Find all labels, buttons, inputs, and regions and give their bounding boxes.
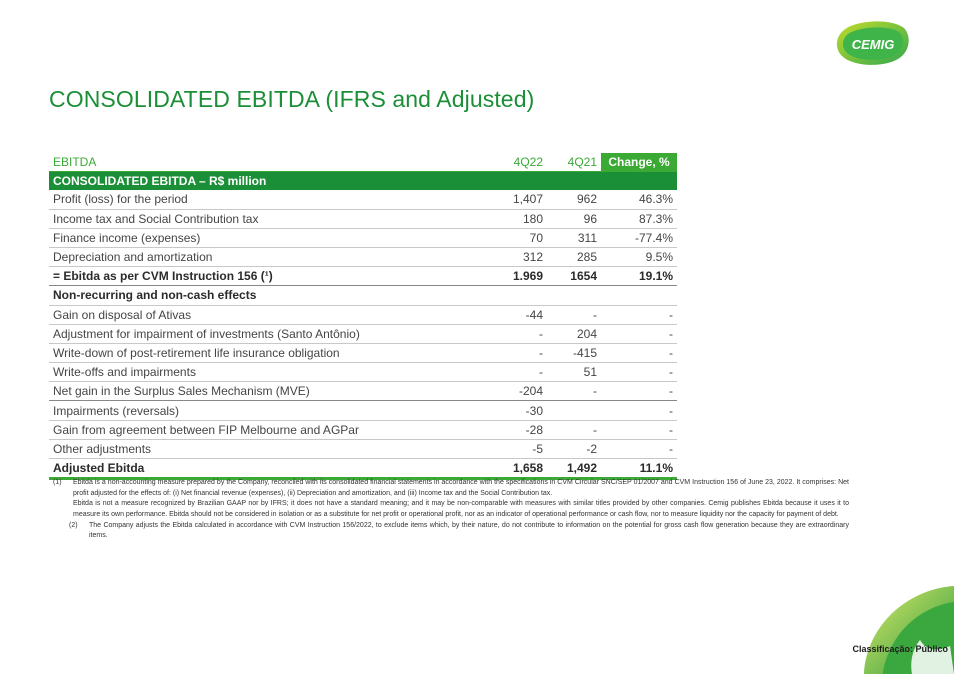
- row-label: Adjusted Ebitda: [49, 459, 493, 479]
- table-row: [49, 343, 677, 362]
- table-row: [49, 324, 677, 343]
- row-4q21-value: 96: [547, 209, 601, 228]
- table-row: [49, 286, 677, 305]
- row-change-value: -: [601, 343, 677, 362]
- table-header-row: [49, 153, 677, 172]
- table-row: [49, 209, 677, 228]
- row-change-value: [601, 286, 677, 305]
- table-row: [49, 459, 677, 479]
- row-change-value: 9.5%: [601, 247, 677, 266]
- row-4q21-value: 962: [547, 190, 601, 209]
- classification-label: Classificação: Público: [852, 644, 948, 654]
- row-4q22-value: -204: [493, 382, 547, 401]
- table-row: [49, 382, 677, 401]
- row-label: Other adjustments: [49, 439, 493, 458]
- header-4q21: 4Q21: [547, 153, 601, 172]
- row-4q22-value: -44: [493, 305, 547, 324]
- header-4q22: 4Q22: [493, 153, 547, 172]
- row-4q22-value: 70: [493, 228, 547, 247]
- row-4q22-value: -30: [493, 401, 547, 420]
- row-4q21-value: 1654: [547, 267, 601, 286]
- table-row: [49, 267, 677, 286]
- row-4q22-value: 180: [493, 209, 547, 228]
- row-label: Profit (loss) for the period: [49, 190, 493, 209]
- row-label: Income tax and Social Contribution tax: [49, 209, 493, 228]
- row-4q22-value: 1,658: [493, 459, 547, 479]
- footnote-1-marker: (1): [53, 479, 62, 486]
- table-row: [49, 305, 677, 324]
- row-4q21-value: [547, 286, 601, 305]
- row-4q22-value: 1.969: [493, 267, 547, 286]
- row-change-value: -: [601, 401, 677, 420]
- table-row: [49, 247, 677, 266]
- row-4q22-value: -: [493, 363, 547, 382]
- page-title: CONSOLIDATED EBITDA (IFRS and Adjusted): [49, 86, 535, 112]
- footnote-2-text: The Company adjusts the Ebitda calculated in accordance with CVM Instruction 156/2022, to exclude items which, by their nature, do not contribute to information on the potential for gross cash flow generation because they are extraordinary items.: [89, 521, 849, 539]
- row-label: Write-offs and impairments: [49, 363, 493, 382]
- row-label: Gain from agreement between FIP Melbourne and AGPar: [49, 420, 493, 439]
- row-label: Impairments (reversals): [49, 401, 493, 420]
- footnotes: [53, 478, 849, 542]
- row-change-value: -: [601, 420, 677, 439]
- section-title-row: [49, 172, 677, 191]
- row-4q21-value: -: [547, 382, 601, 401]
- footnote-1-text: Ebitda is a non-accounting measure prepared by the Company, reconciled with its consolidated financial statements in accordance with the specifications in CVM Circular SNC/SEP 01/2007 and CVM Instruction 156 of June 23, 2022. It comprises: Net profit adjusted for the effects of: (i) Net financial revenue (expenses), (ii) Depreciation and amortization, and (iii) Income tax and the Social Contribution tax.: [73, 479, 849, 497]
- table-row: [49, 228, 677, 247]
- row-4q22-value: [493, 286, 547, 305]
- cemig-logo: [836, 20, 910, 66]
- table-row: [49, 439, 677, 458]
- row-change-value: -: [601, 439, 677, 458]
- ebitda-table: [49, 153, 677, 480]
- row-4q21-value: -415: [547, 343, 601, 362]
- row-change-value: 19.1%: [601, 267, 677, 286]
- row-4q21-value: [547, 401, 601, 420]
- row-change-value: -77.4%: [601, 228, 677, 247]
- row-4q22-value: -: [493, 343, 547, 362]
- header-label: EBITDA: [49, 153, 493, 172]
- row-4q22-value: 312: [493, 247, 547, 266]
- row-change-value: -: [601, 363, 677, 382]
- header-change: Change, %: [601, 153, 677, 172]
- footnote-2-marker: (2): [69, 521, 78, 529]
- row-label: = Ebitda as per CVM Instruction 156 (¹): [49, 267, 493, 286]
- row-4q21-value: 204: [547, 324, 601, 343]
- row-4q22-value: -5: [493, 439, 547, 458]
- row-4q21-value: 51: [547, 363, 601, 382]
- row-change-value: -: [601, 305, 677, 324]
- footnote-2: [53, 521, 849, 542]
- row-label: Non-recurring and non-cash effects: [49, 286, 493, 305]
- footnote-1b: [53, 499, 849, 520]
- row-label: Net gain in the Surplus Sales Mechanism (MVE): [49, 382, 493, 401]
- footnote-1: [53, 478, 849, 499]
- table-row: [49, 363, 677, 382]
- section-title: CONSOLIDATED EBITDA – R$ million: [49, 172, 677, 191]
- row-label: Write-down of post-retirement life insurance obligation: [49, 343, 493, 362]
- row-4q21-value: -: [547, 420, 601, 439]
- row-4q22-value: 1,407: [493, 190, 547, 209]
- row-label: Gain on disposal of Ativas: [49, 305, 493, 324]
- row-4q22-value: -28: [493, 420, 547, 439]
- table-row: [49, 401, 677, 420]
- footnote-1b-text: Ebitda is not a measure recognized by Brazilian GAAP nor by IFRS; it does not have a standard meaning; and it may be non-comparable with measures with similar titles provided by other companies. Cemig publishes Ebitda because it uses it to measure its own performance. Ebitda should not be considered in isolation or as a substitute for net profit or operational profit, nor as an indicator of operational performance or cash flow, nor to measure liquidity nor the capacity for payment of debt.: [73, 500, 849, 518]
- row-4q22-value: -: [493, 324, 547, 343]
- row-4q21-value: 311: [547, 228, 601, 247]
- row-change-value: -: [601, 324, 677, 343]
- row-4q21-value: -2: [547, 439, 601, 458]
- logo-text: CEMIG: [851, 37, 895, 52]
- row-4q21-value: 285: [547, 247, 601, 266]
- corner-decoration: [860, 580, 954, 674]
- row-change-value: -: [601, 382, 677, 401]
- table-row: [49, 420, 677, 439]
- row-label: Finance income (expenses): [49, 228, 493, 247]
- row-4q21-value: -: [547, 305, 601, 324]
- row-change-value: 87.3%: [601, 209, 677, 228]
- row-label: Depreciation and amortization: [49, 247, 493, 266]
- row-4q21-value: 1,492: [547, 459, 601, 479]
- table-row: [49, 190, 677, 209]
- row-change-value: 46.3%: [601, 190, 677, 209]
- row-label: Adjustment for impairment of investments (Santo Antônio): [49, 324, 493, 343]
- row-change-value: 11.1%: [601, 459, 677, 479]
